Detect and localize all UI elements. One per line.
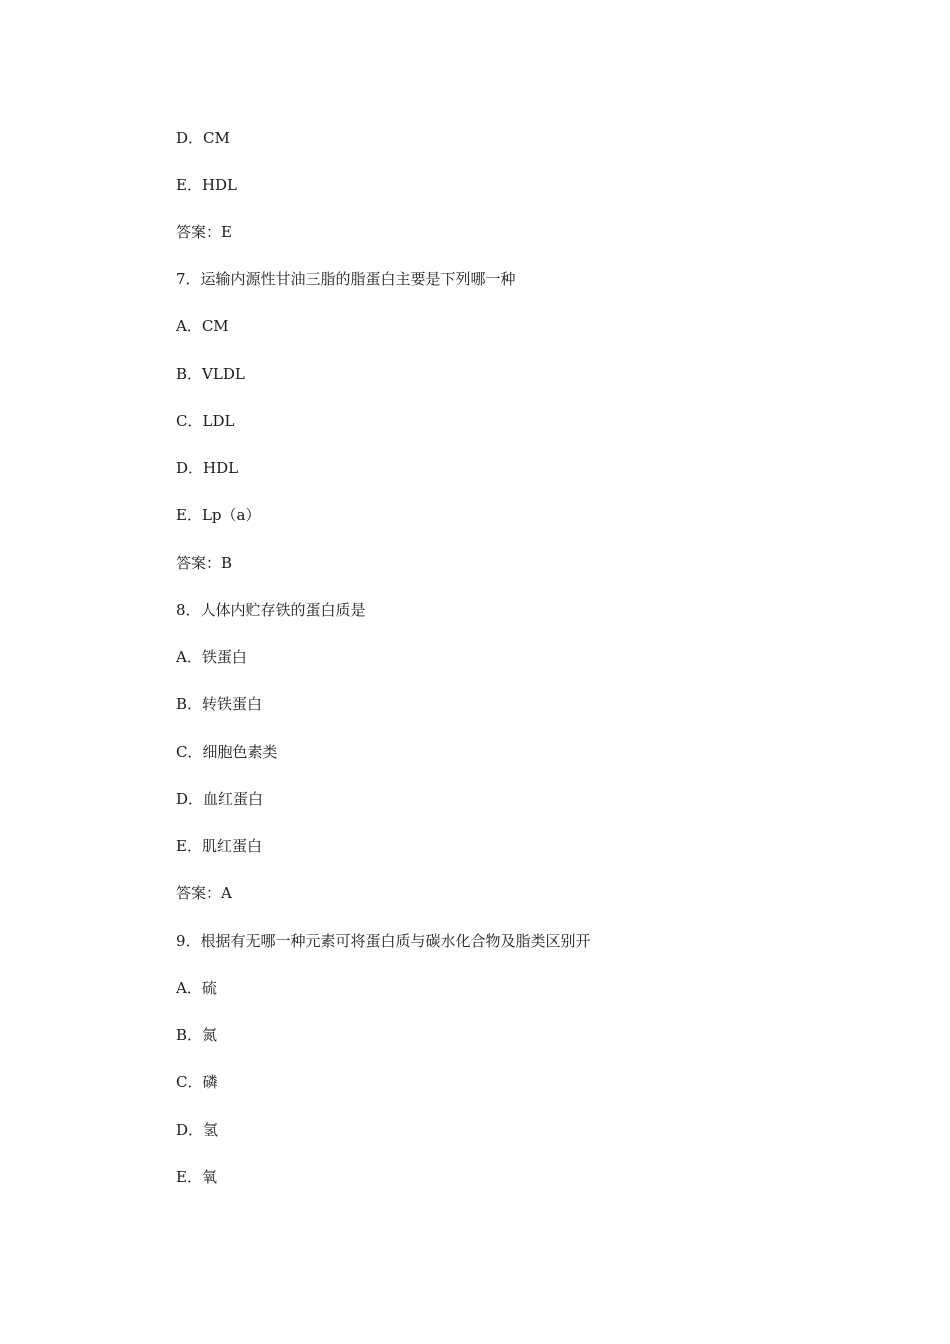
option-a-q8: A．铁蛋白: [176, 648, 247, 666]
option-d-q6: D．CM: [176, 129, 230, 147]
question-9: 9．根据有无哪一种元素可将蛋白质与碳水化合物及脂类区别开: [176, 932, 591, 950]
question-7: 7．运输内源性甘油三脂的脂蛋白主要是下列哪一种: [176, 270, 516, 288]
option-e-q8: E．肌红蛋白: [176, 837, 262, 855]
option-d-q7: D．HDL: [176, 459, 239, 477]
option-b-q7: B．VLDL: [176, 365, 245, 383]
option-c-q9: C．磷: [176, 1073, 218, 1091]
option-d-q9: D．氢: [176, 1121, 219, 1139]
question-8: 8．人体内贮存铁的蛋白质是: [176, 601, 366, 619]
answer-q6: 答案：E: [176, 223, 232, 241]
option-b-q8: B．转铁蛋白: [176, 695, 263, 713]
answer-q7: 答案：B: [176, 554, 233, 572]
answer-q8: 答案：A: [176, 884, 232, 902]
option-c-q8: C．细胞色素类: [176, 743, 278, 761]
option-c-q7: C．LDL: [176, 412, 235, 430]
option-a-q9: A．硫: [176, 979, 217, 997]
option-e-q9: E．氧: [176, 1168, 217, 1186]
option-e-q7: E．Lp（a）: [176, 506, 261, 524]
option-e-q6: E．HDL: [176, 176, 238, 194]
option-b-q9: B．氮: [176, 1026, 218, 1044]
option-d-q8: D．血红蛋白: [176, 790, 264, 808]
option-a-q7: A．CM: [176, 317, 229, 335]
